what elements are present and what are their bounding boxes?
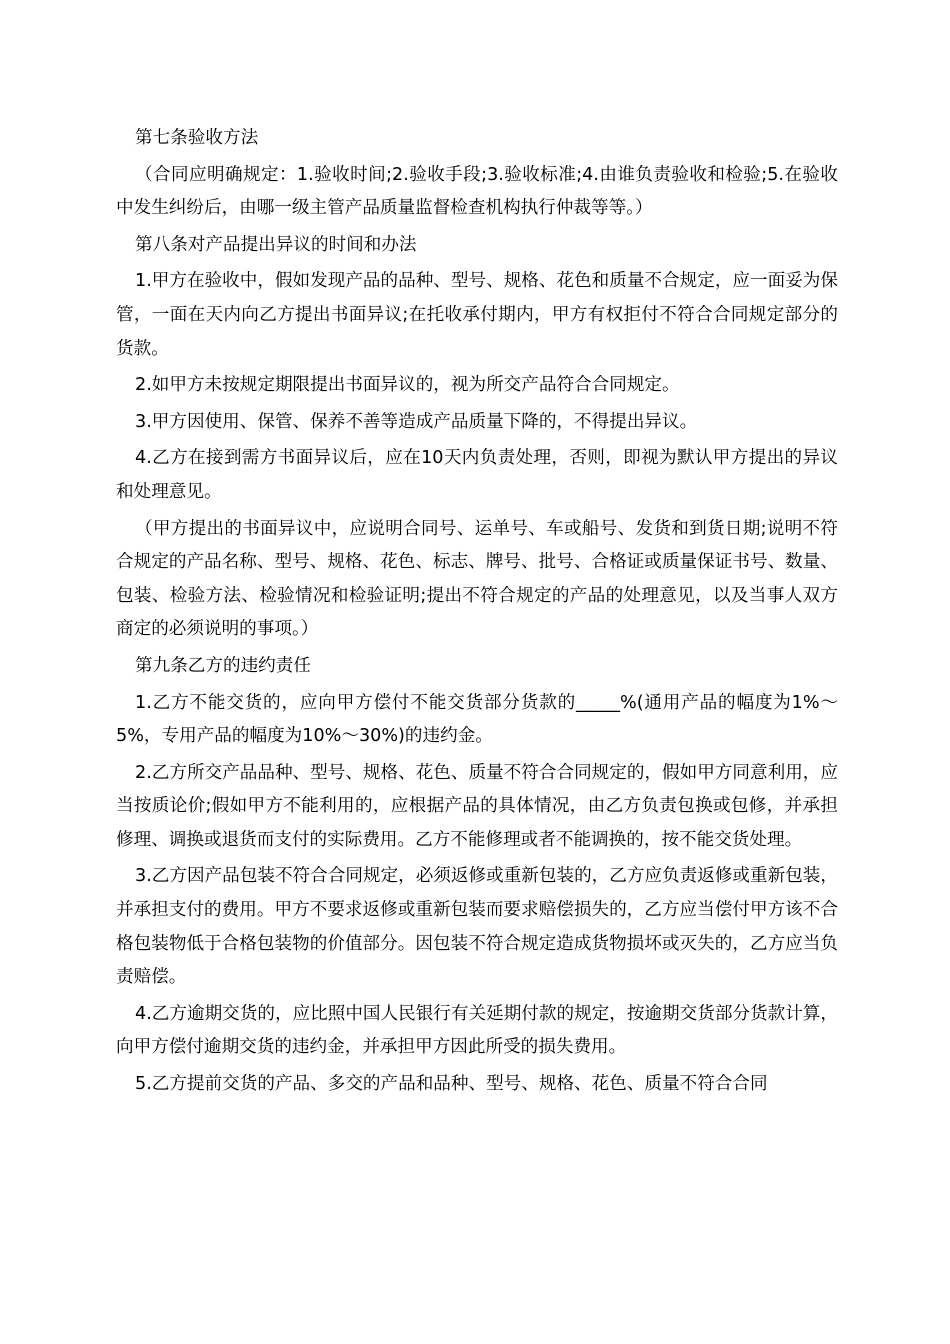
article-8-clause-2: 2.如甲方未按规定期限提出书面异议的，视为所交产品符合合同规定。	[135, 375, 680, 396]
article-8-clause-3: 3.甲方因使用、保管、保养不善等造成产品质量下降的，不得提出异议。	[135, 411, 698, 432]
article-9-heading: 第九条乙方的违约责任	[135, 655, 311, 676]
article-9-clause-3: 3.乙方因产品包装不符合合同规定，必须返修或重新包装的，乙方应负责返修或重新包装，并承担支付的费用。甲方不要求返修或重新包装而要求赔偿损失的，乙方应当偿付甲方该不合格包装物低于合格包装物的价值部分。因包装不符合规定造成货物损坏或灭失的，乙方应当负责赔偿。	[116, 866, 838, 988]
article-7-heading: 第七条验收方法	[135, 128, 259, 148]
article-8-clause-4: 4.乙方在接到需方书面异议后，应在10天内负责处理，否则，即视为默认甲方提出的异议和处理意见。	[116, 448, 838, 502]
article-8-heading: 第八条对产品提出异议的时间和办法	[135, 234, 417, 255]
document-body	[116, 122, 838, 1105]
article-9-clause-5: 5.乙方提前交货的产品、多交的产品和品种、型号、规格、花色、质量不符合合同	[135, 1074, 768, 1095]
article-9-clause-4: 4.乙方逾期交货的，应比照中国人民银行有关延期付款的规定，按逾期交货部分货款计算，向甲方偿付逾期交货的违约金，并承担甲方因此所受的损失费用。	[116, 1003, 838, 1058]
article-9-clause-2: 2.乙方所交产品品种、型号、规格、花色、质量不符合合同规定的，假如甲方同意利用，应当按质论价;假如甲方不能利用的，应根据产品的具体情况，由乙方负责包换或包修，并承担修理、调换或退货而支付的实际费用。乙方不能修理或者不能调换的，按不能交货处理。	[116, 762, 838, 850]
article-8-note: （甲方提出的书面异议中，应说明合同号、运单号、车或船号、发货和到货日期;说明不符合规定的产品名称、型号、规格、花色、标志、牌号、批号、合格证或质量保证书号、数量、包装、检验方法、检验情况和检验证明;提出不符合规定的产品的处理意见，以及当事人双方商定的必须说明的事项。）	[116, 518, 838, 640]
article-9-clause-1: 1.乙方不能交货的，应向甲方偿付不能交货部分货款的_____%(通用产品的幅度为1%～5%，专用产品的幅度为10%～30%)的违约金。	[116, 692, 838, 747]
article-7-note: （合同应明确规定：1.验收时间;2.验收手段;3.验收标准;4.由谁负责验收和检验;5.在验收中发生纠纷后，由哪一级主管产品质量监督检查机构执行仲裁等等。）	[116, 164, 838, 219]
article-8-clause-1: 1.甲方在验收中，假如发现产品的品种、型号、规格、花色和质量不合规定，应一面妥为保管，一面在天内向乙方提出书面异议;在托收承付期内，甲方有权拒付不符合合同规定部分的货款。	[116, 271, 838, 359]
